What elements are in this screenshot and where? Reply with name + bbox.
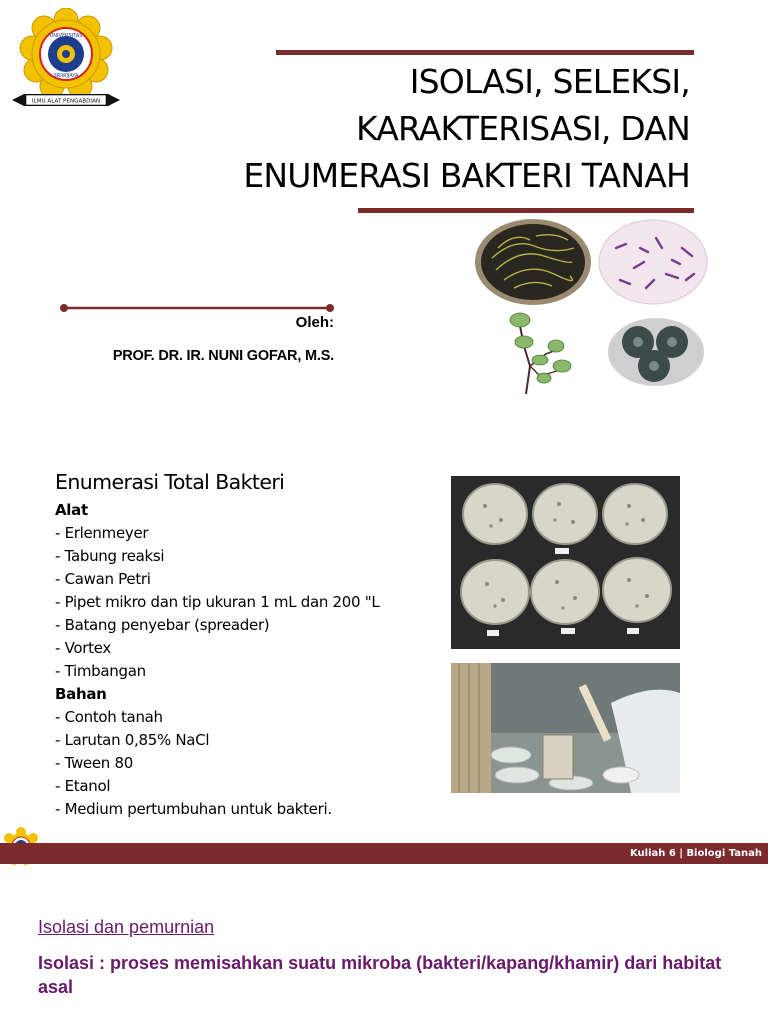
title-line-2: KARAKTERISASI, DAN bbox=[355, 109, 690, 148]
lab-photo bbox=[451, 663, 680, 793]
colony-image bbox=[606, 316, 706, 388]
logo-text-bottom: SRIWIJAYA bbox=[53, 73, 79, 79]
slide3-heading: Isolasi dan pemurnian bbox=[38, 917, 215, 937]
list-item: - Etanol bbox=[55, 777, 111, 795]
author-label: Oleh: bbox=[295, 314, 334, 331]
petri-plates-photo bbox=[451, 476, 680, 649]
list-item: - Tween 80 bbox=[55, 754, 133, 772]
logo-text-top: UNIVERSITAS bbox=[49, 33, 83, 39]
title-top-rule bbox=[276, 50, 694, 55]
list-item: - Larutan 0,85% NaCl bbox=[55, 731, 210, 749]
author-name: PROF. DR. IR. NUNI GOFAR, M.S. bbox=[112, 348, 334, 364]
slide3-body: Isolasi : proses memisahkan suatu mikroba (bakteri/kapang/khamir) dari habitat asal bbox=[38, 953, 722, 997]
alat-label: Alat bbox=[55, 501, 88, 519]
list-item: - Contoh tanah bbox=[55, 708, 163, 726]
list-item: - Cawan Petri bbox=[55, 570, 151, 588]
list-item: - Batang penyebar (spreader) bbox=[55, 616, 270, 634]
list-item: - Erlenmeyer bbox=[55, 524, 149, 542]
author-divider bbox=[60, 302, 334, 314]
university-logo bbox=[10, 8, 122, 116]
list-item: - Pipet mikro dan tip ukuran 1 mL dan 200 "L bbox=[55, 593, 380, 611]
list-item: - Medium pertumbuhan untuk bakteri. bbox=[55, 800, 332, 818]
fungi-image bbox=[500, 306, 580, 398]
microscope-image bbox=[596, 218, 710, 306]
bahan-label: Bahan bbox=[55, 685, 107, 703]
list-item: - Tabung reaksi bbox=[55, 547, 165, 565]
list-item: - Timbangan bbox=[55, 662, 146, 680]
materials-list bbox=[55, 499, 435, 821]
footer-label: Kuliah 6 | Biologi Tanah bbox=[629, 848, 762, 859]
title-bottom-rule bbox=[358, 208, 694, 213]
petri-dish-image bbox=[474, 218, 592, 306]
title-line-1: ISOLASI, SELEKSI, bbox=[409, 62, 690, 101]
list-item: - Vortex bbox=[55, 639, 111, 657]
section-heading: Enumerasi Total Bakteri bbox=[55, 470, 285, 494]
title-line-3: ENUMERASI BAKTERI TANAH bbox=[243, 156, 690, 195]
logo-banner-text: ILMU ALAT PENGABDIAN bbox=[31, 98, 101, 105]
presentation-title bbox=[170, 58, 690, 199]
